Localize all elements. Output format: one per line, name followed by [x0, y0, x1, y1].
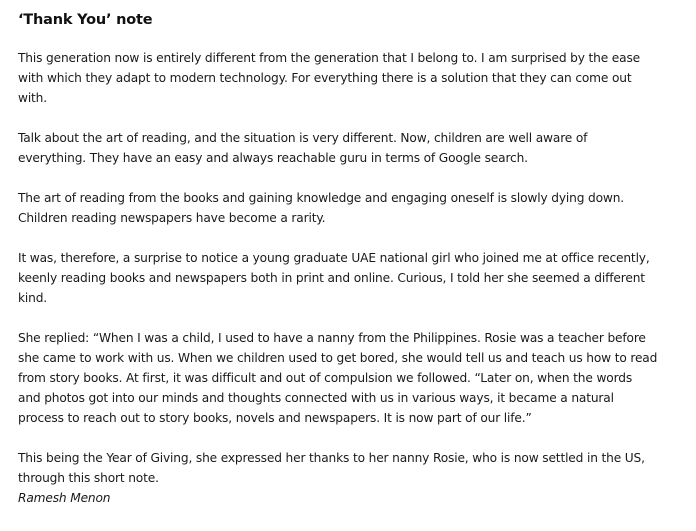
article-title: ‘Thank You’ note [18, 12, 153, 28]
article-paragraph: This generation now is entirely different from the generation that I belong to. I am surprised by the ease with which they adapt to modern technology. For everything there is a solution that they can come out with. [18, 51, 640, 105]
article-paragraph: It was, therefore, a surprise to notice a young graduate UAE national girl who joined me at office recently, keenly reading books and newspapers both in print and online. Curious, I told her she seemed a different kind. [18, 251, 650, 305]
article [18, 10, 658, 508]
article-paragraph: Talk about the art of reading, and the situation is very different. Now, children are well aware of everything. They have an easy and always reachable guru in terms of Google search. [18, 131, 588, 165]
article-paragraph: The art of reading from the books and gaining knowledge and engaging oneself is slowly dying down. Children reading newspapers have become a rarity. [18, 191, 625, 225]
article-paragraph: This being the Year of Giving, she expressed her thanks to her nanny Rosie, who is now settled in the US, through this short note. [18, 451, 645, 485]
author-byline: Ramesh Menon [18, 491, 111, 505]
article-paragraph: She replied: “When I was a child, I used to have a nanny from the Philippines. Rosie was a teacher before she came to work with us. When we children used to get bored, she would tell us and teach us how to read from story books. At first, it was difficult and out of compulsion we followed. “Later on, when the words and photos got into our minds and thoughts connected with us in various ways, it became a natural process to reach out to story books, novels and newspapers. It is now part of our life.” [18, 331, 658, 425]
